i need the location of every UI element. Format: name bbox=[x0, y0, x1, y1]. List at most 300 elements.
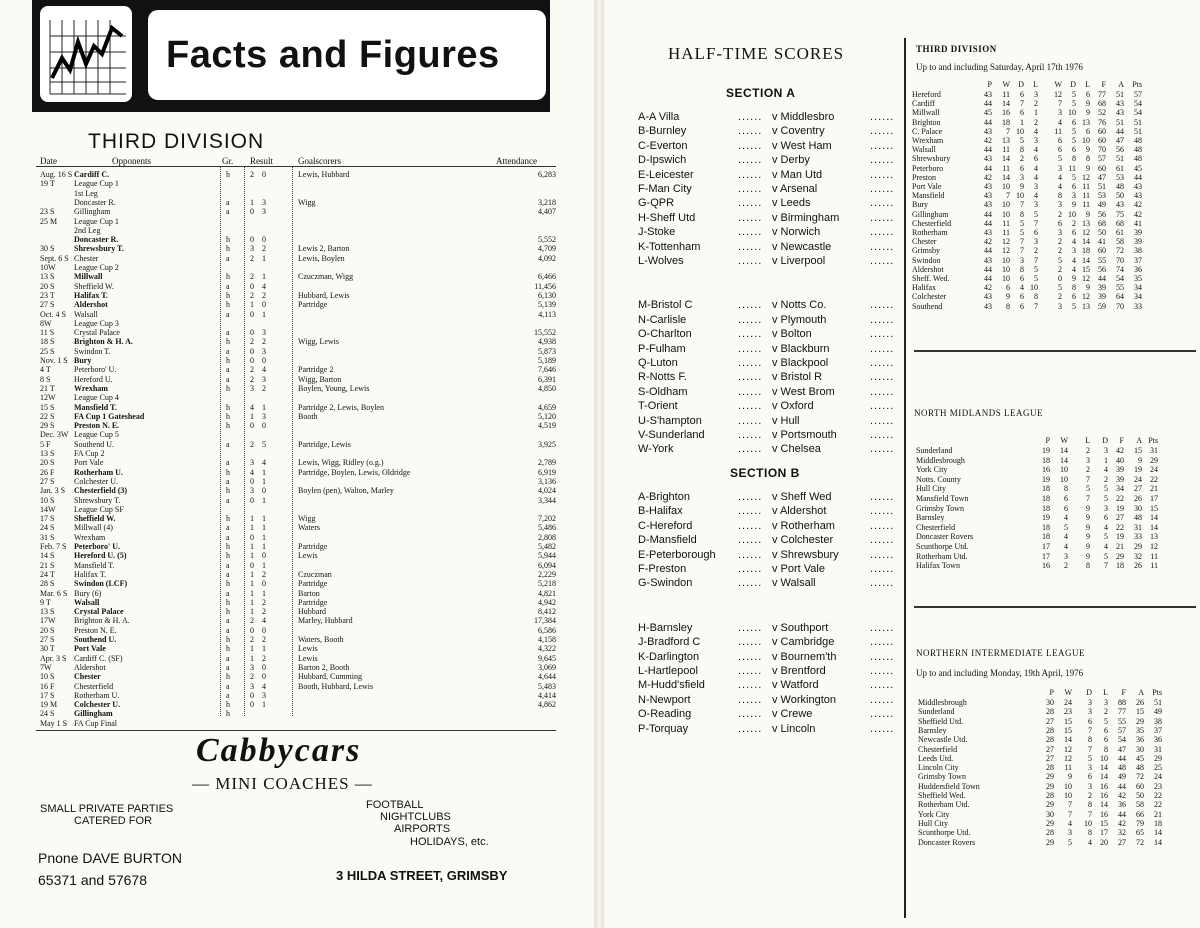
fixture-attendance: 8,412 bbox=[538, 607, 556, 617]
home-team: J-Stoke bbox=[638, 226, 676, 239]
table-value: 4 bbox=[1034, 191, 1038, 201]
fixture-attendance: 5,189 bbox=[538, 356, 556, 365]
team-name: Cardiff bbox=[912, 99, 935, 109]
away-team: v Blackpool bbox=[772, 357, 829, 369]
halftime-row bbox=[638, 533, 908, 547]
fixture-ground: h bbox=[226, 244, 230, 254]
table-value: 43 bbox=[984, 228, 992, 237]
table-value: 13 bbox=[1082, 218, 1090, 228]
fixture-result: 1 3 bbox=[250, 197, 269, 207]
fixture-row bbox=[0, 235, 560, 244]
table-value: 9 bbox=[1086, 513, 1090, 523]
header-result: Result bbox=[250, 156, 274, 166]
dots: ...... bbox=[738, 154, 763, 167]
table-value: 11 bbox=[1002, 228, 1010, 237]
table-row bbox=[916, 561, 1186, 570]
table-value: 6 bbox=[1072, 117, 1076, 127]
home-team: H-Barnsley bbox=[638, 621, 693, 634]
fixture-opponent: Southend U. bbox=[74, 439, 114, 449]
table-value: 18 bbox=[1042, 455, 1050, 465]
table-value: 33 bbox=[1134, 301, 1142, 311]
fixture-scorers: Partridge, Lewis bbox=[298, 439, 351, 449]
away-team: v Southport bbox=[772, 621, 829, 634]
fixture-row bbox=[0, 440, 560, 449]
table-value: 3 bbox=[1064, 551, 1068, 561]
halftime-row bbox=[638, 650, 908, 664]
dots: ...... bbox=[870, 548, 895, 561]
table-value: 48 bbox=[1134, 154, 1142, 164]
fixture-row bbox=[0, 375, 560, 384]
dots: ...... bbox=[870, 197, 895, 210]
fixture-attendance: 6,094 bbox=[538, 560, 556, 570]
table-value: 7 bbox=[1020, 99, 1024, 109]
table-value: 3 bbox=[1104, 503, 1108, 513]
header-opponents: Opponents bbox=[112, 156, 151, 166]
fixture-opponent: Peterboro' U. bbox=[74, 365, 117, 375]
fixture-row bbox=[0, 430, 560, 439]
table-value: 55 bbox=[1098, 255, 1106, 265]
fixture-scorers: Partridge bbox=[298, 300, 328, 310]
dots: ...... bbox=[870, 299, 895, 312]
halftime-row bbox=[638, 707, 908, 721]
fixture-result: 3 2 bbox=[250, 383, 269, 393]
table-value: 24 bbox=[1154, 772, 1162, 782]
fixture-row bbox=[0, 384, 560, 393]
table-value: 51 bbox=[1134, 126, 1142, 136]
table-value: 24 bbox=[1150, 465, 1158, 475]
table-row bbox=[918, 717, 1188, 726]
team-name: Hull City bbox=[916, 484, 947, 494]
table-value: 39 bbox=[1134, 228, 1142, 237]
team-name: Hereford bbox=[912, 90, 941, 99]
table-value: 2 bbox=[1064, 561, 1068, 571]
table-value: 5 bbox=[1058, 255, 1062, 265]
northern-intermediate-subtitle: Up to and including Monday, 19th April, 1976 bbox=[916, 668, 1084, 678]
team-name: Mansfield bbox=[912, 191, 945, 201]
table-value: 29 bbox=[1046, 837, 1054, 847]
table-value: 11 bbox=[1150, 561, 1158, 571]
table-value: 14 bbox=[1100, 800, 1108, 810]
table-value: 6 bbox=[1072, 292, 1076, 302]
fixture-attendance: 4,519 bbox=[538, 421, 556, 431]
table-row bbox=[912, 292, 1182, 301]
table-row bbox=[916, 523, 1186, 532]
team-name: Peterboro bbox=[912, 163, 944, 173]
table-value: 6 bbox=[1034, 228, 1038, 237]
table-value: 27 bbox=[1116, 513, 1124, 523]
table-value: 10 bbox=[1064, 791, 1072, 800]
table-value: 13 bbox=[1082, 301, 1090, 311]
fixture-row bbox=[0, 263, 560, 272]
table-value: 12 bbox=[1082, 292, 1090, 302]
table-value: 7 bbox=[1034, 255, 1038, 265]
team-name: Rotherham Utd. bbox=[918, 800, 970, 810]
table-value: 88 bbox=[1118, 698, 1126, 707]
table-value: 72 bbox=[1136, 772, 1144, 782]
table-value: 43 bbox=[984, 126, 992, 136]
fixture-scorers: Barton bbox=[298, 588, 320, 598]
table-value: 30 bbox=[1046, 809, 1054, 819]
dots: ...... bbox=[870, 226, 895, 239]
table-value: 7 bbox=[1086, 474, 1090, 484]
fixture-scorers: Partridge 2 bbox=[298, 365, 334, 375]
fixture-result: 2 0 bbox=[250, 672, 269, 682]
table-row bbox=[916, 446, 1186, 455]
table-value: 9 bbox=[1086, 99, 1090, 109]
dots: ...... bbox=[738, 443, 763, 456]
fixture-date: 21 S bbox=[40, 560, 55, 570]
fixture-result: 4 1 bbox=[250, 402, 269, 412]
table-value: 44 bbox=[984, 218, 992, 228]
table-row bbox=[918, 800, 1188, 809]
table-value: 12 bbox=[1002, 237, 1010, 247]
table-value: 48 bbox=[1118, 763, 1126, 773]
advert-service-1: FOOTBALL bbox=[366, 799, 424, 811]
table-value: 3 bbox=[1034, 136, 1038, 145]
table-value: 40 bbox=[1116, 455, 1124, 465]
table-value: 8 bbox=[1088, 735, 1092, 745]
fixture-scorers: Wigg bbox=[298, 197, 316, 207]
table-value: 3 bbox=[1088, 698, 1092, 707]
table-value: 77 bbox=[1118, 707, 1126, 717]
fixture-ground: h bbox=[226, 272, 230, 282]
table-value: 5 bbox=[1020, 136, 1024, 145]
table-value: 9 bbox=[1072, 200, 1076, 210]
fixture-scorers: Partridge 2, Lewis, Boylen bbox=[298, 402, 384, 412]
dots: ...... bbox=[738, 621, 763, 634]
table-value: 47 bbox=[1118, 744, 1126, 754]
fixture-date: 24 S bbox=[40, 523, 55, 533]
fixture-scorers: Hubbard, Lewis bbox=[298, 290, 350, 300]
table-value: 31 bbox=[1150, 446, 1158, 455]
column-header: D bbox=[1070, 80, 1076, 89]
table-value: 9 bbox=[1086, 503, 1090, 513]
table-value: 21 bbox=[1150, 484, 1158, 494]
table-value: 10 bbox=[1084, 818, 1092, 828]
divider bbox=[36, 730, 556, 731]
table-value: 14 bbox=[1082, 237, 1090, 247]
table-value: 8 bbox=[1034, 292, 1038, 302]
fixture-row bbox=[0, 254, 560, 263]
halftime-row bbox=[638, 414, 908, 428]
fixture-row bbox=[0, 458, 560, 467]
table-row bbox=[918, 828, 1188, 837]
table-value: 29 bbox=[1046, 781, 1054, 791]
fixture-date: Apr. 3 S bbox=[40, 653, 67, 663]
dots: ...... bbox=[738, 226, 763, 239]
table-row bbox=[916, 494, 1186, 503]
table-value: 42 bbox=[1118, 791, 1126, 800]
table-value: 2 bbox=[1104, 707, 1108, 717]
team-name: Grimsby Town bbox=[916, 503, 964, 513]
table-value: 43 bbox=[1134, 182, 1142, 191]
table-value: 26 bbox=[1134, 494, 1142, 503]
table-value: 60 bbox=[1098, 136, 1106, 145]
dots: ...... bbox=[738, 505, 763, 518]
team-name: Port Vale bbox=[912, 182, 942, 191]
fixture-row bbox=[0, 570, 560, 579]
table-value: 4 bbox=[1058, 182, 1062, 191]
table-value: 5 bbox=[1072, 90, 1076, 99]
table-value: 10 bbox=[1002, 274, 1010, 283]
fixture-row bbox=[0, 179, 560, 188]
fixture-row bbox=[0, 542, 560, 551]
home-team: H-Sheff Utd bbox=[638, 211, 696, 224]
table-value: 4 bbox=[1104, 542, 1108, 551]
fixture-date: 30 T bbox=[40, 644, 55, 654]
table-value: 4 bbox=[1104, 522, 1108, 532]
table-header bbox=[916, 436, 1186, 445]
dots: ...... bbox=[870, 443, 895, 456]
away-team: v Brentford bbox=[772, 665, 826, 677]
table-row bbox=[918, 782, 1188, 791]
table-value: 7 bbox=[1104, 561, 1108, 571]
away-team: v Newcastle bbox=[772, 240, 832, 253]
fixture-result: 1 2 bbox=[250, 607, 269, 617]
table-value: 3 bbox=[1088, 707, 1092, 717]
home-team: E-Leicester bbox=[638, 168, 694, 181]
fixture-row bbox=[0, 347, 560, 356]
home-team: D-Ipswich bbox=[638, 154, 687, 167]
table-value: 6 bbox=[1088, 716, 1092, 726]
table-value: 4 bbox=[1072, 255, 1076, 265]
dots: ...... bbox=[870, 414, 895, 427]
dots: ...... bbox=[870, 722, 895, 735]
table-row bbox=[912, 191, 1182, 200]
column-header: P bbox=[1045, 436, 1050, 445]
table-value: 5 bbox=[1058, 154, 1062, 164]
fixture-date: 19 T bbox=[40, 179, 55, 189]
fixture-opponent: Peterboro' U. bbox=[74, 542, 121, 551]
fixture-date: 25 S bbox=[40, 346, 55, 356]
away-team: v Workington bbox=[772, 693, 836, 706]
fixture-scorers: Lewis bbox=[298, 653, 318, 663]
column-header: Pts bbox=[1132, 80, 1142, 89]
table-value: 2 bbox=[1104, 474, 1108, 484]
fixture-date: 24 S bbox=[40, 709, 55, 719]
table-value: 4 bbox=[1064, 513, 1068, 523]
table-value: 70 bbox=[1116, 255, 1124, 265]
table-value: 29 bbox=[1136, 716, 1144, 726]
table-value: 7 bbox=[1020, 200, 1024, 210]
column-header: L bbox=[1033, 80, 1038, 89]
table-value: 44 bbox=[1118, 781, 1126, 791]
table-value: 4 bbox=[1034, 145, 1038, 155]
fixture-ground: h bbox=[226, 709, 230, 719]
table-value: 5 bbox=[1020, 218, 1024, 228]
table-value: 4 bbox=[1034, 163, 1038, 173]
table-value: 70 bbox=[1116, 301, 1124, 311]
fixture-opponent: Southend U. bbox=[74, 635, 117, 644]
fixture-row bbox=[0, 719, 560, 728]
table-value: 18 bbox=[1082, 246, 1090, 256]
table-value: 51 bbox=[1098, 182, 1106, 191]
away-team: v Cambridge bbox=[772, 636, 835, 649]
advert-parties-2: CATERED FOR bbox=[74, 815, 153, 827]
table-value: 44 bbox=[984, 209, 992, 219]
fixture-result: 1 0 bbox=[250, 300, 269, 310]
fixture-row bbox=[0, 449, 560, 458]
table-value: 12 bbox=[1064, 753, 1072, 763]
table-value: 75 bbox=[1116, 209, 1124, 219]
fixture-ground: a bbox=[226, 532, 230, 542]
dots: ...... bbox=[738, 211, 763, 224]
fixture-date: 27 S bbox=[40, 635, 55, 644]
fixture-ground: a bbox=[226, 207, 230, 217]
fixture-scorers: Wigg bbox=[298, 514, 316, 524]
header-date: Date bbox=[40, 156, 57, 166]
table-value: 39 bbox=[1098, 292, 1106, 302]
table-value: 7 bbox=[1088, 725, 1092, 735]
away-team: v Coventry bbox=[772, 125, 825, 138]
fixture-result: 2 3 bbox=[250, 374, 269, 384]
dots: ...... bbox=[738, 313, 763, 326]
home-team: F-Preston bbox=[638, 563, 687, 575]
fixture-attendance: 6,130 bbox=[538, 290, 556, 300]
fixture-opponent: Chester bbox=[74, 253, 99, 263]
halftime-row bbox=[638, 635, 908, 649]
table-value: 8 bbox=[1020, 145, 1024, 155]
fixture-date: Oct. 4 S bbox=[40, 309, 66, 319]
away-team: v Crewe bbox=[772, 708, 813, 721]
dots: ...... bbox=[738, 371, 763, 384]
fixture-ground: a bbox=[226, 616, 230, 626]
table-value: 6 bbox=[1104, 735, 1108, 745]
column-header: F bbox=[1119, 436, 1124, 445]
table-row bbox=[916, 552, 1186, 561]
fixture-row bbox=[0, 486, 560, 495]
fixture-ground: h bbox=[226, 290, 230, 300]
fixture-row bbox=[0, 189, 560, 198]
fixture-scorers: Booth, Hubbard, Lewis bbox=[298, 681, 374, 691]
table-value: 13 bbox=[1002, 136, 1010, 145]
left-page bbox=[0, 0, 596, 928]
fixture-date: 23 S bbox=[40, 207, 55, 217]
home-team: R-Notts F. bbox=[638, 371, 687, 384]
table-value: 36 bbox=[1134, 264, 1142, 274]
table-value: 68 bbox=[1116, 218, 1124, 228]
fixture-opponent: Chesterfield bbox=[74, 681, 114, 691]
fixture-ground: h bbox=[226, 514, 230, 524]
dots: ...... bbox=[870, 708, 895, 721]
away-team: v Man Utd bbox=[772, 168, 823, 181]
team-name: Chesterfield bbox=[918, 744, 958, 754]
halftime-row bbox=[638, 124, 908, 138]
table-value: 5 bbox=[1104, 484, 1108, 494]
table-value: 44 bbox=[1116, 126, 1124, 136]
table-value: 21 bbox=[1116, 542, 1124, 551]
table-value: 5 bbox=[1086, 484, 1090, 494]
table-value: 27 bbox=[1118, 837, 1126, 847]
fixture-opponent: Millwall (4) bbox=[74, 523, 113, 533]
team-name: Sheff. Wed. bbox=[912, 274, 950, 283]
table-value: 6 bbox=[1058, 145, 1062, 155]
table-value: 70 bbox=[1098, 145, 1106, 155]
away-team: v Leeds bbox=[772, 197, 811, 210]
home-team: U-S'hampton bbox=[638, 414, 702, 427]
table-value: 14 bbox=[1150, 522, 1158, 532]
table-value: 5 bbox=[1034, 209, 1038, 219]
table-value: 9 bbox=[1068, 772, 1072, 782]
fixture-result: 3 0 bbox=[250, 662, 269, 672]
table-row bbox=[916, 513, 1186, 522]
header-ground: Gr. bbox=[222, 156, 234, 166]
table-value: 7 bbox=[1006, 126, 1010, 136]
halftime-row bbox=[638, 254, 908, 268]
dots: ...... bbox=[870, 357, 895, 369]
fixture-ground: a bbox=[226, 346, 230, 356]
table-value: 45 bbox=[1136, 753, 1144, 763]
fixture-opponent: Mansfield T. bbox=[74, 560, 115, 570]
fixture-row bbox=[0, 477, 560, 486]
table-row bbox=[912, 145, 1182, 154]
table-value: 43 bbox=[984, 255, 992, 265]
halftime-row bbox=[638, 504, 908, 518]
table-value: 20 bbox=[1100, 837, 1108, 847]
dots: ...... bbox=[870, 139, 895, 152]
table-row bbox=[912, 237, 1182, 246]
fixture-ground: h bbox=[226, 486, 230, 496]
table-value: 53 bbox=[1098, 191, 1106, 201]
away-team: v Watford bbox=[772, 679, 819, 692]
table-value: 45 bbox=[1134, 163, 1142, 173]
fixture-ground: h bbox=[226, 597, 230, 607]
table-value: 2 bbox=[1058, 246, 1062, 256]
table-value: 6 bbox=[1020, 163, 1024, 173]
table-value: 22 bbox=[1154, 791, 1162, 800]
section-b-title: SECTION B bbox=[730, 466, 800, 480]
home-team: K-Darlington bbox=[638, 650, 700, 663]
home-team: B-Burnley bbox=[638, 125, 687, 138]
fixture-row bbox=[0, 310, 560, 319]
fixture-result: 2 4 bbox=[250, 616, 269, 626]
fixture-row bbox=[0, 217, 560, 226]
table-value: 58 bbox=[1136, 800, 1144, 810]
fixture-opponent: Wrexham bbox=[74, 383, 108, 393]
fixture-ground: a bbox=[226, 588, 230, 598]
table-row bbox=[916, 542, 1186, 551]
table-value: 17 bbox=[1150, 494, 1158, 503]
fixture-attendance: 4,821 bbox=[538, 588, 556, 598]
table-value: 9 bbox=[1086, 542, 1090, 551]
fixture-date: Jan. 3 S bbox=[40, 486, 66, 496]
fixture-row bbox=[0, 328, 560, 337]
dots: ...... bbox=[738, 125, 763, 138]
table-row bbox=[912, 99, 1182, 108]
fixture-row bbox=[0, 300, 560, 309]
fixture-date: 29 S bbox=[40, 421, 55, 431]
table-value: 12 bbox=[1002, 246, 1010, 256]
fixture-row bbox=[0, 468, 560, 477]
fixture-opponent: Hereford U. bbox=[74, 374, 113, 384]
home-team: E-Peterborough bbox=[638, 548, 716, 561]
team-name: Doncaster Rovers bbox=[918, 837, 976, 847]
fixture-result: 1 0 bbox=[250, 551, 269, 561]
team-name: Middlesbrough bbox=[916, 455, 965, 465]
home-team: N-Carlisle bbox=[638, 313, 687, 326]
fixture-result: 2 2 bbox=[250, 337, 269, 347]
home-team: Q-Luton bbox=[638, 357, 678, 369]
table-value: 35 bbox=[1134, 274, 1142, 283]
away-team: v Bristol R bbox=[772, 371, 823, 384]
fixture-attendance: 6,391 bbox=[538, 374, 556, 384]
fixture-row bbox=[0, 356, 560, 365]
fixture-row bbox=[0, 403, 560, 412]
fixture-ground: a bbox=[226, 495, 230, 505]
fixture-opponent: League Cup 2 bbox=[74, 263, 119, 272]
fixture-row bbox=[0, 616, 560, 625]
table-value: 64 bbox=[1116, 292, 1124, 302]
